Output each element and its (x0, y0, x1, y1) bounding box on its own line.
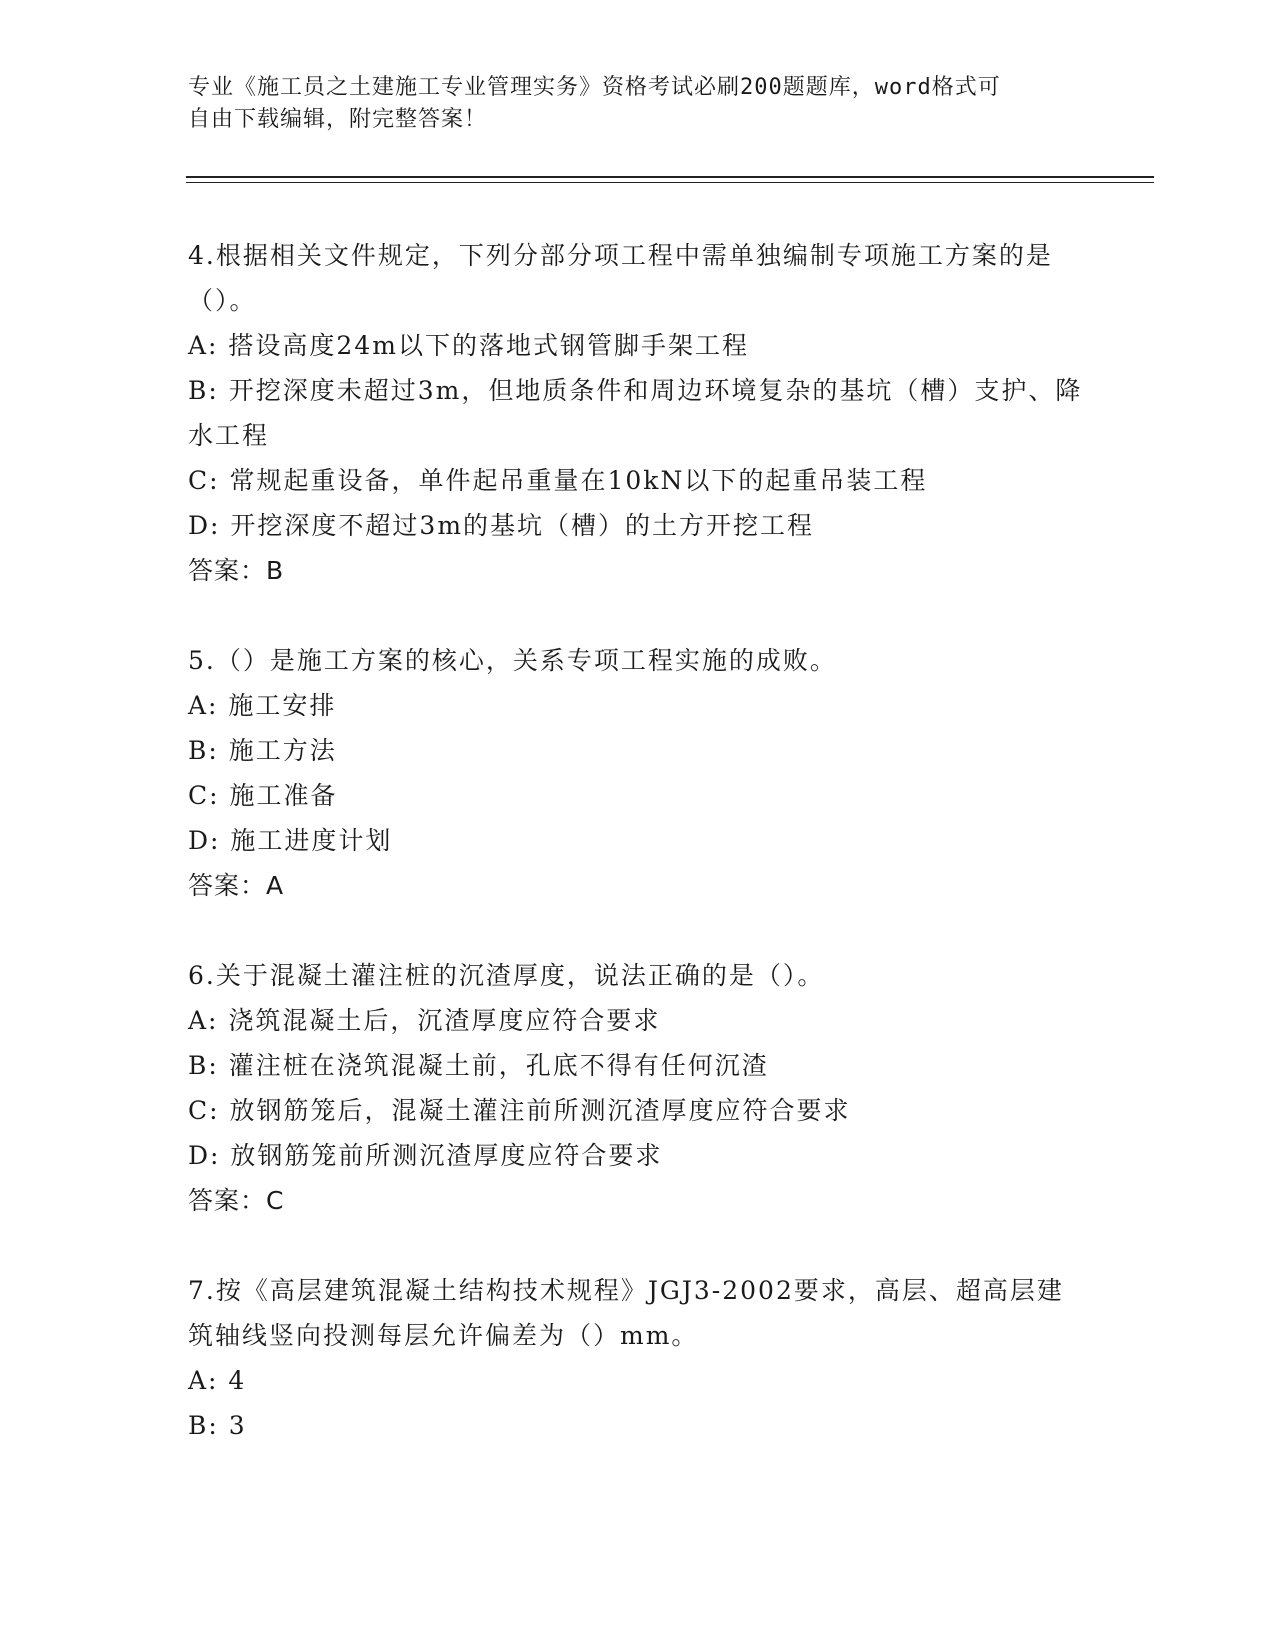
question-list (188, 233, 1088, 1493)
option-a: A: 浇筑混凝土后，沉渣厚度应符合要求 (188, 1006, 661, 1035)
header-divider-thick (186, 176, 1154, 178)
question-stem: 7.按《高层建筑混凝土结构技术规程》JGJ3-2002要求，高层、超高层建筑轴线竖向投测每层允许偏差为（）mm。 (188, 1276, 1064, 1350)
header-divider-thin (186, 182, 1154, 183)
question-4 (188, 233, 1088, 593)
answer: 答案：B (188, 556, 285, 585)
option-c: C: 施工准备 (188, 781, 338, 810)
option-d: D: 施工进度计划 (188, 826, 393, 855)
question-7 (188, 1268, 1088, 1448)
document-header (188, 72, 1088, 136)
option-a: A: 搭设高度24m以下的落地式钢管脚手架工程 (188, 331, 749, 360)
answer: 答案：A (188, 871, 285, 900)
question-stem: 5.（）是施工方案的核心，关系专项工程实施的成败。 (188, 646, 837, 675)
question-6 (188, 953, 1088, 1223)
option-b: B: 开挖深度未超过3m，但地质条件和周边环境复杂的基坑（槽）支护、降水工程 (188, 376, 1083, 450)
option-b: B: 3 (188, 1411, 247, 1440)
option-a: A: 4 (188, 1366, 247, 1395)
option-c: C: 常规起重设备，单件起吊重量在10kN以下的起重吊装工程 (188, 466, 928, 495)
option-b: B: 施工方法 (188, 736, 337, 765)
answer: 答案：C (188, 1186, 285, 1215)
question-stem: 4.根据相关文件规定，下列分部分项工程中需单独编制专项施工方案的是（）。 (188, 241, 1053, 315)
header-line-1: 专业《施工员之土建施工专业管理实务》资格考试必刷200题题库，word格式可 (188, 75, 1001, 100)
option-b: B: 灌注桩在浇筑混凝土前，孔底不得有任何沉渣 (188, 1051, 769, 1080)
question-5 (188, 638, 1088, 908)
header-line-2: 自由下载编辑，附完整答案！ (188, 107, 488, 132)
option-d: D: 放钢筋笼前所测沉渣厚度应符合要求 (188, 1141, 663, 1170)
option-d: D: 开挖深度不超过3m的基坑（槽）的土方开挖工程 (188, 511, 815, 540)
option-a: A: 施工安排 (188, 691, 337, 720)
option-c: C: 放钢筋笼后，混凝土灌注前所测沉渣厚度应符合要求 (188, 1096, 851, 1125)
question-stem: 6.关于混凝土灌注桩的沉渣厚度，说法正确的是（）。 (188, 961, 825, 990)
